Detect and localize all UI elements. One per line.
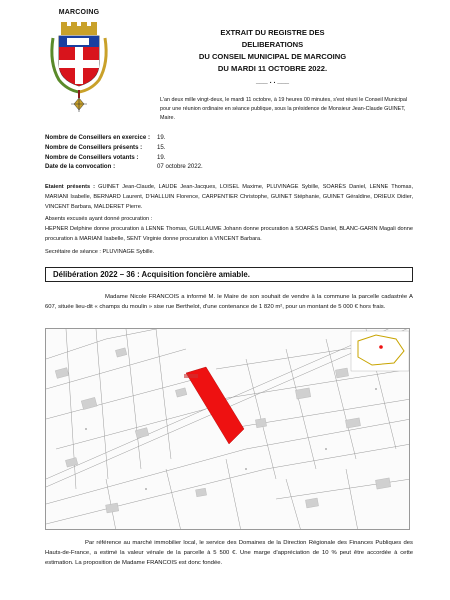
cadastral-map-drawing — [46, 329, 410, 530]
location-inset-map — [351, 331, 409, 371]
presents-label: Etaient présents : — [45, 184, 96, 190]
parcel-highlight — [186, 367, 244, 444]
header-line-3: DU MARDI 11 OCTOBRE 2022. — [217, 64, 328, 73]
count-label: Nombre de Conseillers votants : — [45, 153, 139, 161]
deliberation-paragraph-1: Madame Nicole FRANCOIS a informé M. le Maire de son souhait de vendre à la commune la parcelle cadastrée A 607, située lieu-dit « champs du moulin » sise rue Berthelot, d'une contenance de 1 820 m², pour un montant de 5 000 € hors frais. — [45, 294, 413, 310]
count-row — [45, 133, 203, 143]
count-label: Nombre de Conseillers présents : — [45, 143, 143, 151]
count-value: 19. — [157, 153, 166, 161]
header-line-2: DU CONSEIL MUNICIPAL DE MARCOING — [198, 52, 347, 61]
presents-list: GUINET Jean-Claude, LAUDE Jean-Jacques, LOISEL Maxime, PLUVINAGE Sybille, SOARÈS Daniel, LENNE Thomas, MARIANI Isabelle, BERNARD Laurent, D'HALLUIN Florence, CARPENTIER Christophe, GUINET Stéphanie, GUINET Géraldine, DRIEUX Didier, VINCENT Barbara, MALDERET Pierre. — [45, 184, 413, 210]
count-row — [45, 143, 203, 153]
count-value: 19. — [157, 134, 166, 141]
coat-of-arms-icon — [47, 18, 111, 116]
count-row — [45, 162, 203, 172]
absents-label: Absents excusés ayant donné procuration : — [45, 216, 153, 222]
document-header — [190, 27, 355, 88]
deliberation-title: Délibération 2022 – 36 : Acquisition foncière amiable. — [53, 270, 250, 279]
count-row — [45, 153, 203, 163]
cadastral-map — [45, 328, 410, 530]
secretary-line: Secrétaire de séance : PLUVINAGE Sybille. — [45, 249, 155, 255]
absents-list: HEPNER Delphine donne procuration à LENNE Thomas, GUILLAUME Johann donne procuration à SOARÈS Daniel, BLANC-GARIN Magali donne procuration à MARIANI Isabelle, SENT Virginie donne procuration à VINCENT Barbara. — [45, 226, 413, 242]
count-label: Date de la convocation : — [45, 163, 116, 171]
town-label: MARCOING — [58, 9, 100, 16]
intro-paragraph: L'an deux mille vingt-deux, le mardi 11 octobre, à 19 heures 00 minutes, s'est réuni le Conseil Municipal pour une réunion ordinaire en séance publique, sous la présidence de Monsieur Jean-Claude GUINET, Maire. — [160, 97, 408, 121]
count-value: 15. — [157, 143, 166, 151]
presents-line — [45, 182, 413, 212]
count-label: Nombre de Conseillers en exercice : — [45, 134, 150, 141]
deliberation-paragraph-2: Par référence au marché immobilier local, le service des Domaines de la Direction Régionale des Finances Publiques des Hauts-de-France, a estimé la valeur vénale de la parcelle à 5 500 €. Une marge d'appréciation de 10 % peut être accordée à cette estimation. La proposition de Madame FRANCOIS est donc fondée. — [45, 540, 413, 566]
header-rule: ___ . . ___ — [255, 78, 290, 85]
count-value: 07 octobre 2022. — [157, 163, 203, 171]
header-line-1: EXTRAIT DU REGISTRE DES DELIBERATIONS — [220, 28, 325, 49]
council-counts — [45, 133, 203, 172]
attendance-block — [45, 182, 413, 257]
